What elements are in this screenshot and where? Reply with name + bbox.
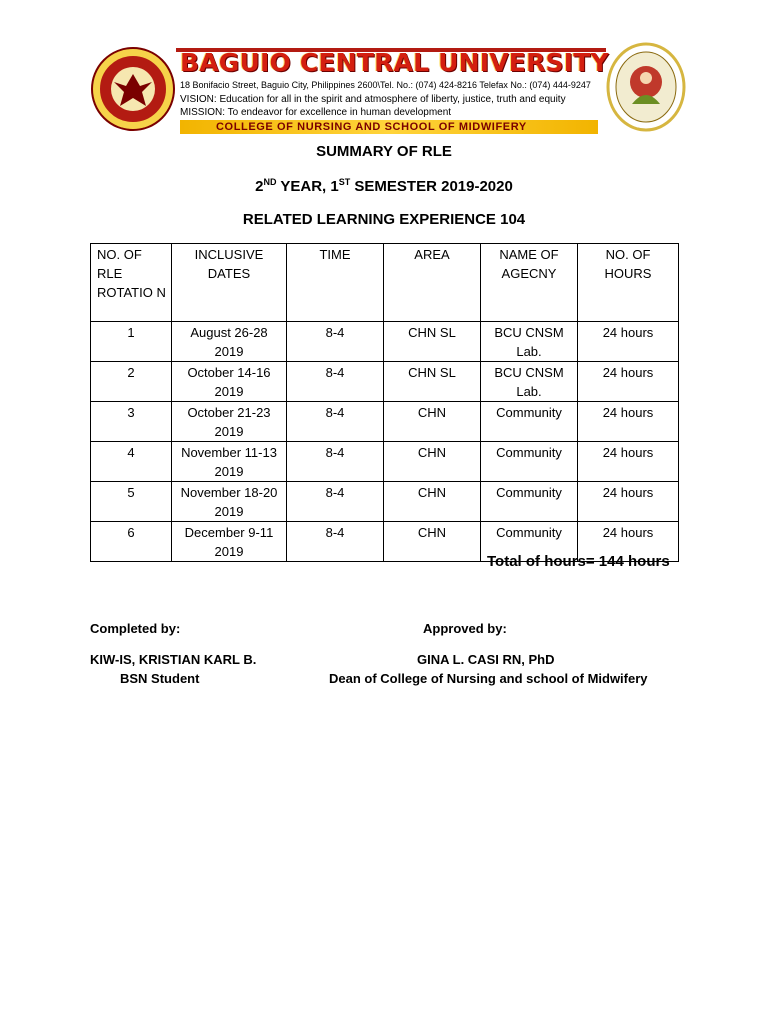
- approved-by-label: Approved by:: [423, 621, 507, 636]
- cell-agency: BCU CNSM Lab.: [481, 362, 578, 402]
- cell-rotation: 3: [91, 402, 172, 442]
- letterhead: [88, 42, 686, 136]
- cell-area: CHN: [384, 442, 481, 482]
- cell-agency: Community: [481, 482, 578, 522]
- cell-rotation: 4: [91, 442, 172, 482]
- header-area: AREA: [384, 244, 481, 322]
- table-row: [91, 482, 679, 522]
- cell-area: CHN: [384, 482, 481, 522]
- university-seal-icon: [90, 46, 176, 132]
- cell-time: 8-4: [287, 402, 384, 442]
- cell-dates: December 9-11 2019: [172, 522, 287, 562]
- rle-summary-table: [90, 243, 679, 562]
- cell-time: 8-4: [287, 322, 384, 362]
- year-semester-title: 2ND YEAR, 1ST SEMESTER 2019-2020: [255, 177, 513, 195]
- cell-agency: Community: [481, 402, 578, 442]
- summary-title: SUMMARY OF RLE: [316, 143, 452, 160]
- header-time: TIME: [287, 244, 384, 322]
- mission-statement: MISSION: To endeavor for excellence in human development: [180, 107, 452, 118]
- completed-by-name: KIW-IS, KRISTIAN KARL B.: [90, 652, 257, 667]
- header-rotation: NO. OF RLE ROTATIO N: [91, 244, 172, 322]
- table-row: [91, 402, 679, 442]
- cell-area: CHN SL: [384, 362, 481, 402]
- university-address: 18 Bonifacio Street, Baguio City, Philippines 2600\Tel. No.: (074) 424-8216 Telefax No.: (074) 444-9247: [180, 80, 591, 90]
- rle-title: RELATED LEARNING EXPERIENCE 104: [242, 211, 526, 228]
- cell-dates: October 21-23 2019: [172, 402, 287, 442]
- cell-time: 8-4: [287, 482, 384, 522]
- completed-by-role: BSN Student: [120, 671, 200, 686]
- cell-time: 8-4: [287, 362, 384, 402]
- cell-rotation: 2: [91, 362, 172, 402]
- header-agency: NAME OF AGECNY: [481, 244, 578, 322]
- cell-area: CHN: [384, 522, 481, 562]
- cell-dates: November 18-20 2019: [172, 482, 287, 522]
- cell-rotation: 6: [91, 522, 172, 562]
- cell-time: 8-4: [287, 522, 384, 562]
- cell-time: 8-4: [287, 442, 384, 482]
- cell-hours: 24 hours: [578, 402, 679, 442]
- header-dates: INCLUSIVE DATES: [172, 244, 287, 322]
- college-of-nursing-seal-icon: [606, 42, 686, 132]
- cell-hours: 24 hours: [578, 362, 679, 402]
- table-row: [91, 442, 679, 482]
- vision-statement: VISION: Education for all in the spirit and atmosphere of liberty, justice, truth and equity: [180, 94, 566, 105]
- cell-area: CHN: [384, 402, 481, 442]
- cell-hours: 24 hours: [578, 482, 679, 522]
- cell-dates: August 26-28 2019: [172, 322, 287, 362]
- cell-agency: BCU CNSM Lab.: [481, 322, 578, 362]
- cell-dates: November 11-13 2019: [172, 442, 287, 482]
- total-hours: Total of hours= 144 hours: [487, 553, 670, 570]
- cell-hours: 24 hours: [578, 442, 679, 482]
- approved-by-role: Dean of College of Nursing and school of Midwifery: [329, 671, 648, 686]
- completed-by-label: Completed by:: [90, 621, 181, 636]
- university-name: BAGUIO CENTRAL UNIVERSITY: [180, 48, 609, 77]
- cell-rotation: 5: [91, 482, 172, 522]
- header-hours: NO. OF HOURS: [578, 244, 679, 322]
- approved-by-name: GINA L. CASI RN, PhD: [417, 652, 555, 667]
- cell-rotation: 1: [91, 322, 172, 362]
- cell-agency: Community: [481, 442, 578, 482]
- table-header-row: [91, 244, 679, 322]
- cell-dates: October 14-16 2019: [172, 362, 287, 402]
- cell-hours: 24 hours: [578, 322, 679, 362]
- college-name: COLLEGE OF NURSING AND SCHOOL OF MIDWIFERY: [216, 121, 527, 133]
- cell-hours: 24 hours: [578, 522, 679, 562]
- cell-area: CHN SL: [384, 322, 481, 362]
- table-row: [91, 362, 679, 402]
- table-row: [91, 322, 679, 362]
- cell-agency: Community: [481, 522, 578, 562]
